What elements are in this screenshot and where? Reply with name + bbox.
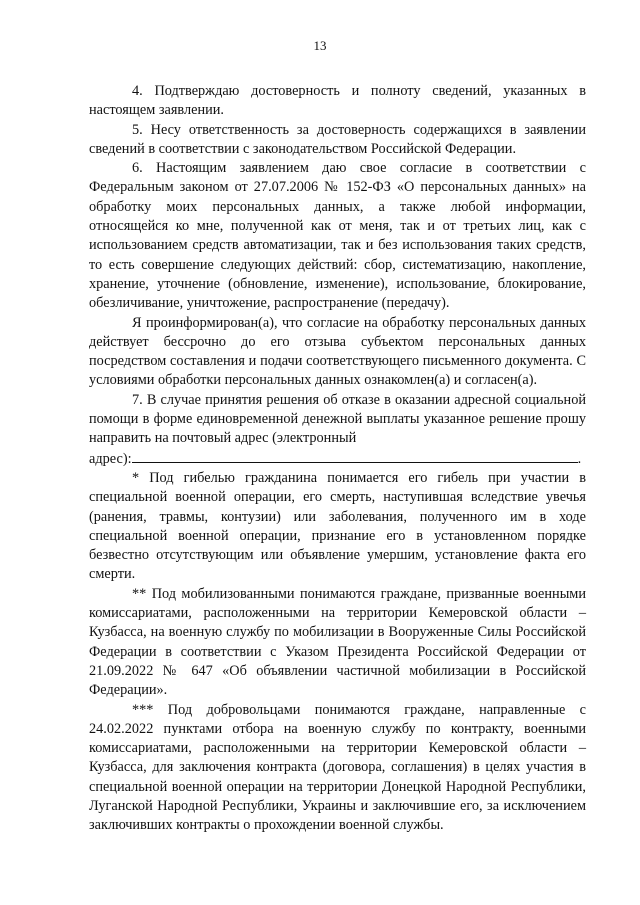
footnote-mobilized: ** Под мобилизованными понимаются граждане, призванные военными комиссариатами, расположенными на территории Кемеровской области – Кузбасса, на военную службу по мобилизации в Вооруженные Силы Российской Федерации в соответствии с Указом Президента Российской Федерации от 21.09.2022 № 647 «Об объявлении частичной мобилизации в Российской Федерации». (89, 585, 586, 699)
paragraph-consent-info: Я проинформирован(а), что согласие на обработку персональных данных действует бессрочно до его отзыва субъектом персональных данных посредством составления и подачи соответствующего письменного документа. С условиями обработки персональных данных ознакомлен(а) и согласен(а). (89, 314, 586, 389)
paragraph-confirmation: 4. Подтверждаю достоверность и полноту сведений, указанных в настоящем заявлении. (89, 83, 586, 119)
footnote-volunteers: *** Под добровольцами понимаются граждане, направленные с 24.02.2022 пунктами отбора на военную службу по контракту, военными комиссариатами, расположенными на территории Кемеровской области – Кузбасса, для заключения контракта (договора, соглашения) в целях участия в специальной военной операции на территории Донецкой Народной Республики, Луганской Народной Республики, Украины и заключившие его, за исключением заключивших контракты о прохождении военной службы. (89, 701, 586, 834)
address-label: адрес): (89, 450, 132, 467)
paragraph-consent: 6. Настоящим заявлением даю свое согласие в соответствии с Федеральным законом от 27.07.2006 № 152-ФЗ «О персональных данных» на обработку моих персональных данных, а также любой информации, относящейся ко мне, полученной как от меня, так и от третьих лиц, как с использованием средств автоматизации, так и без использования таких средств, то есть совершение следующих действий: сбор, систематизацию, накопление, хранение, уточнение (обновление, изменение), использование, блокирование, обезличивание, уничтожение, распространение (передачу). (89, 160, 586, 312)
address-fill-line (132, 449, 578, 463)
paragraph-responsibility: 5. Несу ответственность за достоверность содержащихся в заявлении сведений в соответствии с законодательством Российской Федерации. (89, 121, 586, 157)
footnote-death: * Под гибелью гражданина понимается его гибель при участии в специальной военной операции, его смерть, наступившая вследствие увечья (ранения, травмы, контузии) или заболевания, полученного им в ходе специальной военной операции, признание его в установленном порядке безвестно отсутствующим или объявление умершим, установление факта его смерти. (89, 469, 586, 583)
page-number: 13 (313, 38, 327, 53)
address-end: . (577, 450, 582, 467)
document-body (89, 82, 586, 836)
paragraph-refusal: 7. В случае принятия решения об отказе в оказании адресной социальной помощи в форме единовременной денежной выплаты указанное решение прошу направить на почтовый адрес (электронный (89, 391, 586, 447)
address-line (89, 449, 586, 469)
